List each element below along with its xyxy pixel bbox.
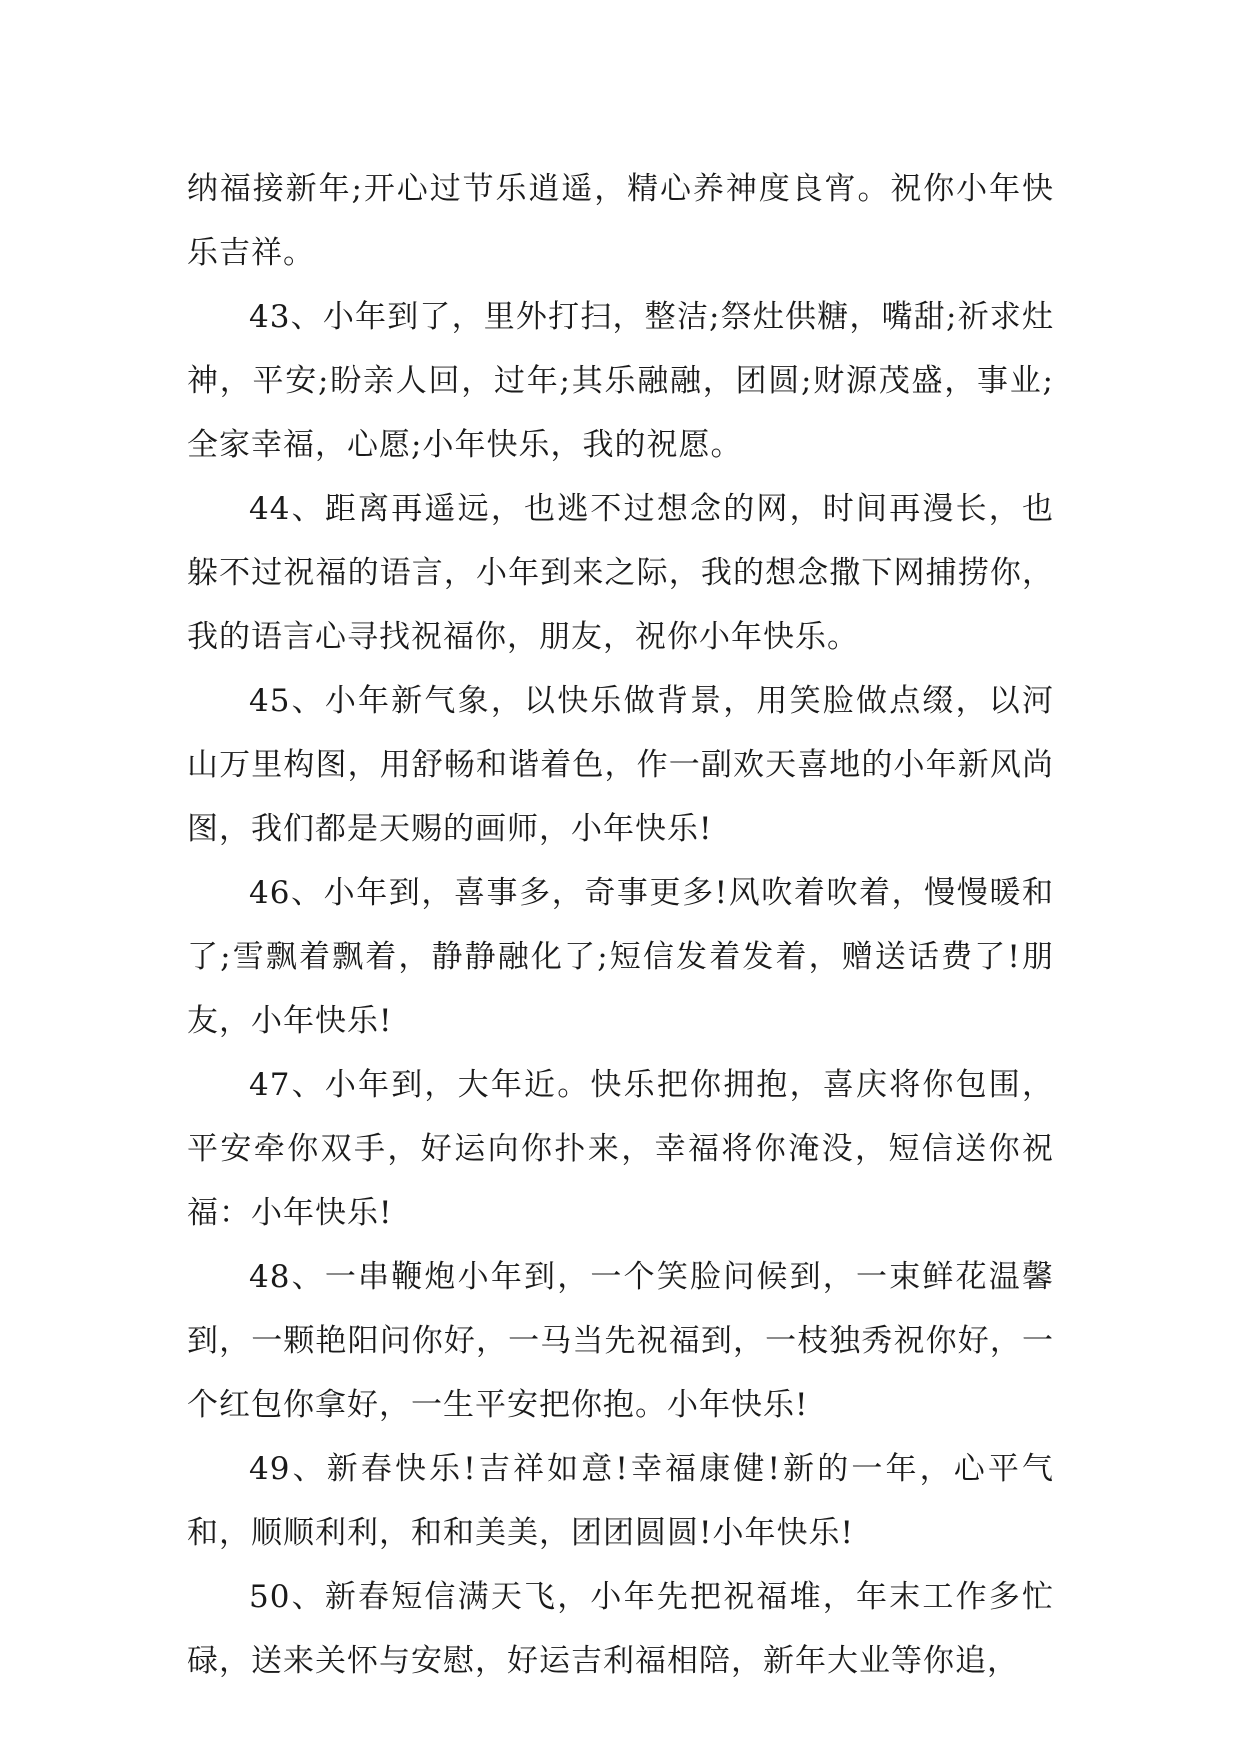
paragraph-48: 48、一串鞭炮小年到，一个笑脸问候到，一束鲜花温馨到，一颗艳阳问你好，一马当先祝福到，一枝独秀祝你好，一个红包你拿好，一生平安把你抱。小年快乐! — [187, 1259, 1054, 1423]
body-text — [187, 157, 1054, 1693]
paragraph-43: 43、小年到了，里外打扫，整洁;祭灶供糖，嘴甜;祈求灶神，平安;盼亲人回，过年;其乐融融，团圆;财源茂盛，事业;全家幸福，心愿;小年快乐，我的祝愿。 — [187, 299, 1054, 463]
paragraph-45: 45、小年新气象，以快乐做背景，用笑脸做点缀，以河山万里构图，用舒畅和谐着色，作一副欢天喜地的小年新风尚图，我们都是天赐的画师，小年快乐! — [187, 683, 1054, 847]
paragraph-50: 50、新春短信满天飞，小年先把祝福堆，年末工作多忙碌，送来关怀与安慰，好运吉利福相陪，新年大业等你追， — [187, 1579, 1054, 1679]
paragraph-continuation: 纳福接新年;开心过节乐逍遥，精心养神度良宵。祝你小年快乐吉祥。 — [187, 171, 1054, 271]
paragraph-49: 49、新春快乐!吉祥如意!幸福康健!新的一年，心平气和，顺顺利利，和和美美，团团圆圆!小年快乐! — [187, 1451, 1054, 1551]
paragraph-44: 44、距离再遥远，也逃不过想念的网，时间再漫长，也躲不过祝福的语言，小年到来之际，我的想念撒下网捕捞你，我的语言心寻找祝福你，朋友，祝你小年快乐。 — [187, 491, 1054, 655]
paragraph-47: 47、小年到，大年近。快乐把你拥抱，喜庆将你包围，平安牵你双手，好运向你扑来，幸福将你淹没，短信送你祝福：小年快乐! — [187, 1067, 1054, 1231]
paragraph-46: 46、小年到，喜事多，奇事更多!风吹着吹着，慢慢暖和了;雪飘着飘着，静静融化了;短信发着发着，赠送话费了!朋友，小年快乐! — [187, 875, 1054, 1039]
